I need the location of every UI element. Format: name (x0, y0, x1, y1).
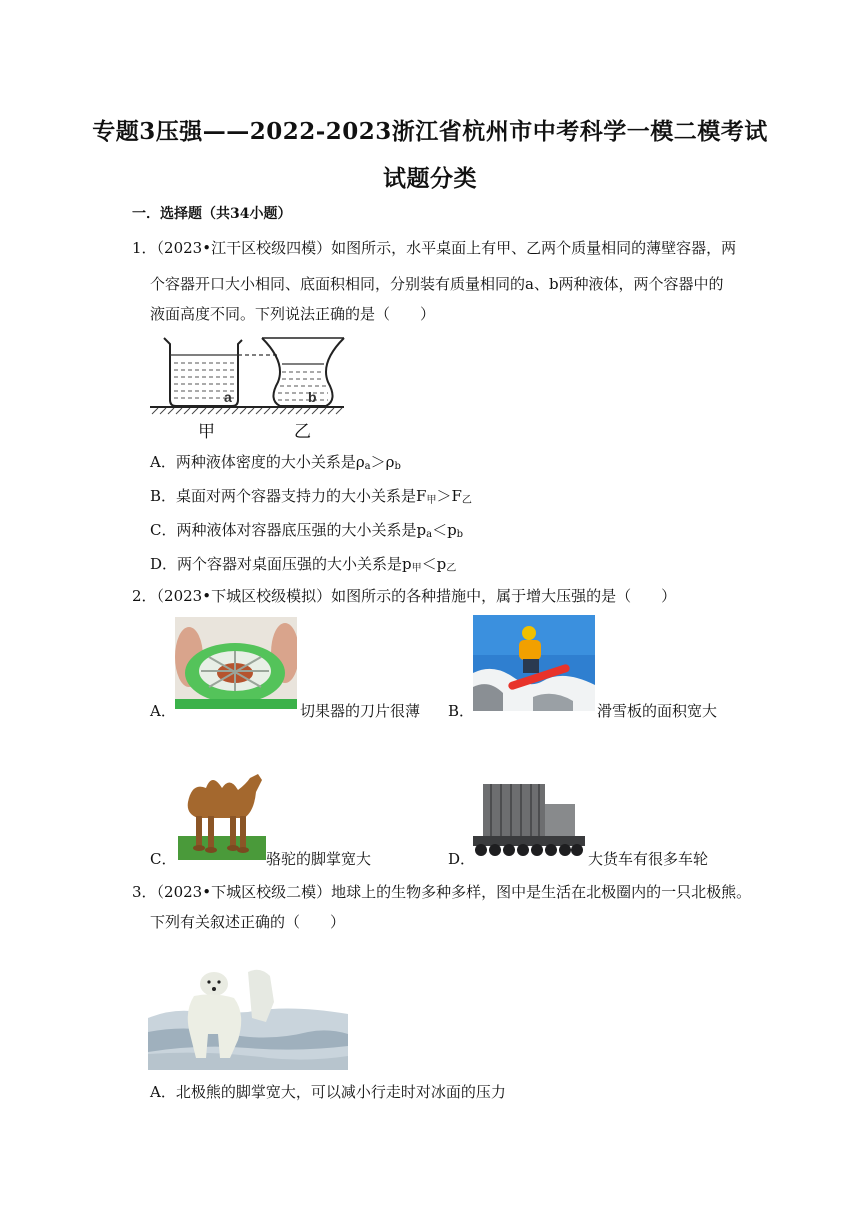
q2-option-b-letter[interactable]: B． (448, 702, 475, 720)
q2-stem: 2．（2023•下城区校级模拟）如图所示的各种措施中，属于增大压强的是（ ） (132, 587, 677, 605)
q2-option-c-letter[interactable]: C． (150, 850, 177, 868)
q2-option-c-text[interactable]: 骆驼的脚掌宽大 (266, 850, 372, 868)
truck-image (473, 776, 585, 860)
q1-stem-line2: 个容器开口大小相同、底面积相同，分别装有质量相同的a、b两种液体，两个容器中的 (150, 275, 724, 293)
fruit-cutter-image (175, 617, 297, 709)
q1-option-d[interactable]: D．两个容器对桌面压强的大小关系是$p_甲<p_乙$ (150, 555, 457, 574)
q2-option-b-text[interactable]: 滑雪板的面积宽大 (597, 702, 718, 720)
q2-option-d-letter[interactable]: D． (448, 850, 476, 868)
camel-image (178, 762, 266, 860)
containers-figure (148, 334, 348, 442)
q3-stem-line1: 3．（2023•下城区校级二模）地球上的生物多种多样，图中是生活在北极圈内的一只北极熊。 (132, 883, 752, 901)
q3-option-a[interactable]: A．北极熊的脚掌宽大，可以减小行走时对冰面的压力 (150, 1083, 506, 1101)
container-jia-label: 甲 (198, 422, 215, 442)
q2-option-a-text[interactable]: 切果器的刀片很薄 (300, 702, 421, 720)
q1-option-a[interactable]: A．两种液体密度的大小关系是$\rho_a>\rho_b$ (150, 453, 401, 472)
q1-stem-line1: 1．（2023•江干区校级四模）如图所示，水平桌面上有甲、乙两个质量相同的薄壁容器，两 (132, 239, 737, 257)
q1-stem-line3: 液面高度不同。下列说法正确的是（ ） (150, 305, 436, 323)
liquid-a-label: a (224, 389, 232, 405)
q2-option-d-text[interactable]: 大货车有很多车轮 (588, 850, 709, 868)
container-yi-label: 乙 (294, 422, 311, 442)
q3-stem-line2: 下列有关叙述正确的（ ） (150, 913, 346, 931)
q1-option-b[interactable]: B．桌面对两个容器支持力的大小关系是$F_甲>F_乙$ (150, 487, 472, 506)
snowboard-image (473, 615, 595, 711)
q1-option-c[interactable]: C．两种液体对容器底压强的大小关系是$p_a<p_b$ (150, 521, 464, 540)
polar-bear-image (148, 962, 348, 1070)
q2-option-a-letter[interactable]: A． (150, 702, 176, 720)
page-title: 专题3压强——2022-2023浙江省杭州市中考科学一模二模考试 (92, 118, 768, 145)
page-title-line2: 试题分类 (383, 165, 477, 192)
liquid-b-label: b (308, 389, 317, 405)
section-heading: 一．选择题（共34小题） (132, 206, 292, 222)
